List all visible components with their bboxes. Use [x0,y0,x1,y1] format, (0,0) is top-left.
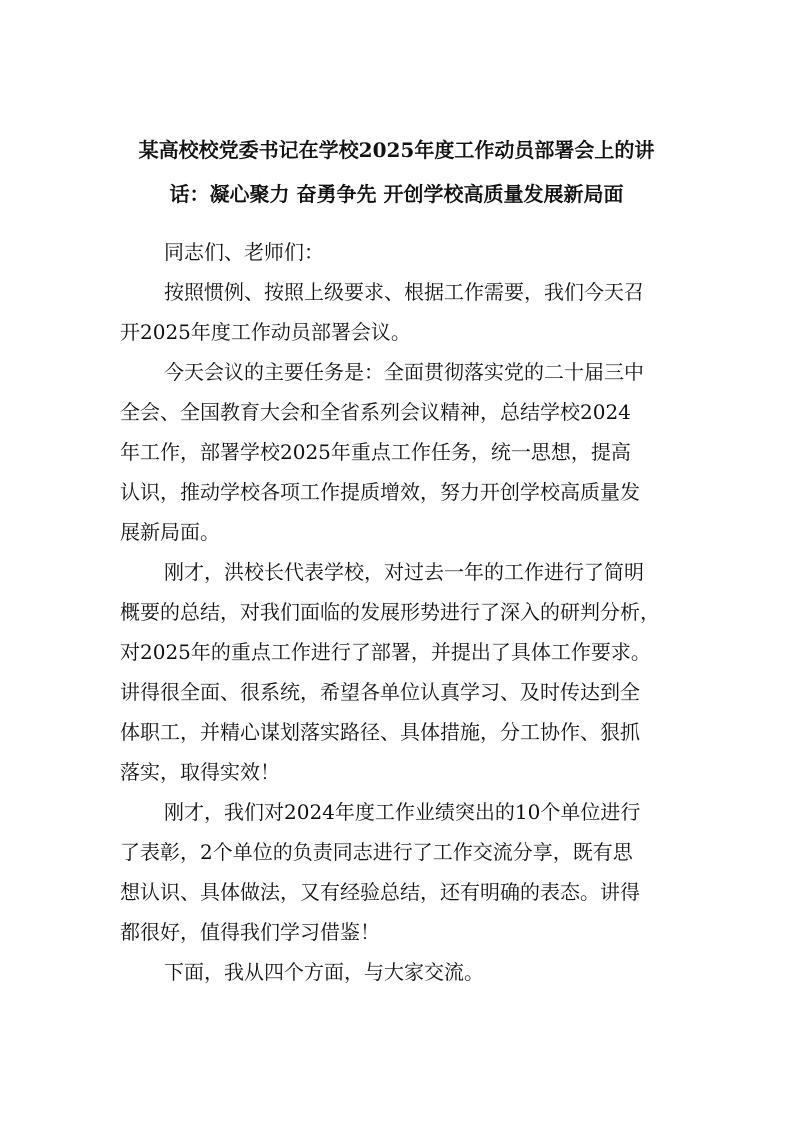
paragraph-line: 概要的总结，对我们面临的发展形势进行了深入的研判分析， [120,600,660,624]
paragraph-line: 下面，我从四个方面，与大家交流。 [164,960,484,984]
paragraph-line: 开2025年度工作动员部署会议。 [120,320,411,344]
document-title [120,128,673,216]
paragraph-intro [120,272,673,352]
paragraph-line: 都很好，值得我们学习借鉴！ [120,920,380,944]
paragraph-line: 讲得很全面、很系统，希望各单位认真学习、及时传达到全 [120,680,640,704]
paragraph-line: 按照惯例、按照上级要求、根据工作需要，我们今天召 [164,280,644,304]
paragraph-line: 了表彰，2个单位的负责同志进行了工作交流分享，既有思 [120,840,633,864]
paragraph-line: 同志们、老师们： [164,240,324,264]
paragraph-line: 想认识、具体做法，又有经验总结，还有明确的表态。讲得 [120,880,640,904]
paragraph-president-report [120,552,673,792]
paragraph-commendation [120,792,673,952]
paragraph-line: 落实，取得实效！ [120,760,280,784]
paragraph-line: 刚才，洪校长代表学校，对过去一年的工作进行了简明 [164,560,644,584]
title-line-1: 某高校校党委书记在学校2025年度工作动员部署会上的讲 [138,138,655,162]
paragraph-line: 今天会议的主要任务是：全面贯彻落实党的二十届三中 [164,360,644,384]
paragraph-line: 全会、全国教育大会和全省系列会议精神，总结学校2024 [120,400,631,424]
paragraph-line: 对2025年的重点工作进行了部署，并提出了具体工作要求。 [120,640,651,664]
paragraph-line: 认识，推动学校各项工作提质增效，努力开创学校高质量发 [120,480,640,504]
paragraph-line: 刚才，我们对2024年度工作业绩突出的10个单位进行 [164,800,641,824]
paragraph-greeting [120,232,673,272]
paragraph-line: 年工作，部署学校2025年重点工作任务，统一思想，提高 [120,440,631,464]
paragraph-line: 展新局面。 [120,520,220,544]
paragraph-transition [120,952,673,992]
title-line-2: 话：凝心聚力 奋勇争先 开创学校高质量发展新局面 [169,182,624,206]
paragraph-tasks [120,352,673,552]
paragraph-line: 体职工，并精心谋划落实路径、具体措施，分工协作、狠抓 [120,720,640,744]
